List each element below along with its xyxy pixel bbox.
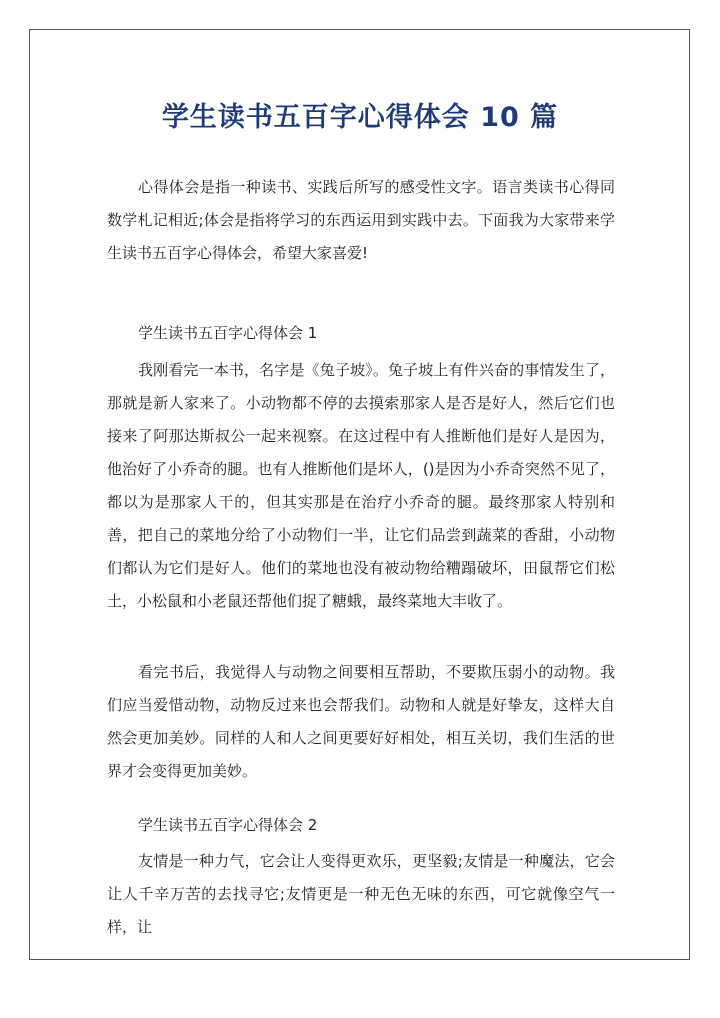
section-1-paragraph-2: 看完书后，我觉得人与动物之间要相互帮助，不要欺压弱小的动物。我们应当爱惜动物，动物反过来也会帮我们。动物和人就是好挚友，这样大自然会更加美妙。同样的人和人之间更要好好相处，相互关切，我们生活的世界才会变得更加美妙。 bbox=[107, 663, 615, 780]
intro-paragraph: 心得体会是指一种读书、实践后所写的感受性文字。语言类读书心得同数学札记相近;体会是指将学习的东西运用到实践中去。下面我为大家带来学生读书五百字心得体会，希望大家喜爱! bbox=[107, 178, 615, 262]
section-1-paragraph-1: 我刚看完一本书，名字是《兔子坡》。兔子坡上有件兴奋的事情发生了，那就是新人家来了。小动物都不停的去摸索那家人是否是好人，然后它们也接来了阿那达斯叔公一起来视察。在这过程中有人推断他们是好人是因为，他治好了小乔奇的腿。也有人推断他们是坏人，()是因为小乔奇突然不见了，都以为是那家人干的，但其实那是在治疗小乔奇的腿。最终那家人特别和善，把自己的菜地分给了小动物们一半，让它们品尝到蔬菜的香甜，小动物们都认为它们是好人。他们的菜地也没有被动物给糟蹋破坏，田鼠帮它们松土，小松鼠和小老鼠还帮他们捉了糖蛾，最终菜地大丰收了。 bbox=[107, 361, 615, 610]
section-heading-1: 学生读书五百字心得体会 1 bbox=[138, 324, 318, 342]
section-2-paragraph-1: 友情是一种力气，它会让人变得更欢乐，更坚毅;友情是一种魔法，它会让人千辛万苦的去找寻它;友情更是一种无色无味的东西，可它就像空气一样，让 bbox=[107, 852, 615, 936]
section-heading-2: 学生读书五百字心得体会 2 bbox=[138, 816, 318, 834]
document-title: 学生读书五百字心得体会 10 篇 bbox=[161, 102, 559, 133]
